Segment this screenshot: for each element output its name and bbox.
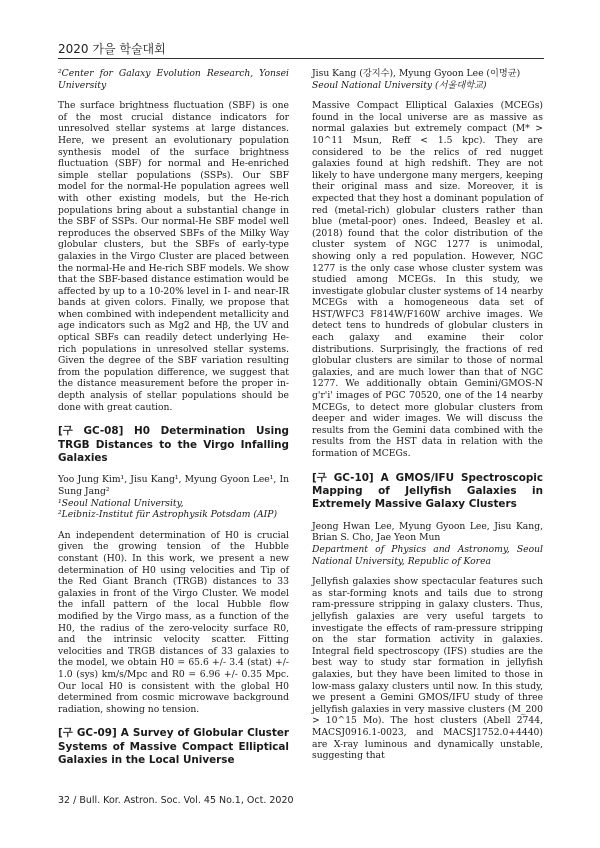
right-column [312,68,543,762]
affiliation-gc10: Department of Physics and Astronomy, Seoul National University, Republic of Korea [312,544,543,567]
affiliation-gc08-1: ¹Seoul National University, [58,497,184,509]
section-title-gc10: [구 GC-10] A GMOS/IFU Spectroscopic Mapping of Jellyfish Galaxies in Extremely Massive Galaxy Clusters [312,471,543,511]
page-footer: 32 / Bull. Kor. Astron. Soc. Vol. 45 No.1, Oct. 2020 [58,795,294,806]
left-column [58,68,289,768]
affiliation-gc08-2: ²Leibniz-Institut für Astrophysik Potsdam (AIP) [58,509,278,521]
abstract-sbf: The surface brightness fluctuation (SBF) is one of the most crucial distance indicators for unresolved stellar systems at large distances. Here, we present an evolutionary population synthesis model of the surface brightness fluctuation (SBF) for normal and He-enriched simple stellar populations (SSPs). Our SBF model for the normal-He population agrees well with other existing models, but the He-rich populations bring about a substantial change in the SBF of SSPs. Our normal-He SBF model well reproduces the observed SBFs of the Milky Way globular clusters, but the SBFs of early-type galaxies in the Virgo Cluster are placed between the normal-He and He-rich SBF models. We show that the SBF-based distance estimation would be affected by up to a 10-20% level in I- and near-IR bands at given colors. Finally, we propose that when combined with independent metallicity and age indicators such as Mg2 and Hβ, the UV and optical SBFs can readily detect underlying He-rich populations in unresolved stellar systems. Given the degree of the SBF variation resulting from the population difference, we suggest that the distance measurement before the proper in-depth analysis of stellar populations should be done with great caution. [58,100,289,413]
abstract-gc09: Massive Compact Elliptical Galaxies (MCEGs) found in the local universe are as massive as normal galaxies but extremely compact (M* > 10^11 Msun, Reff < 1.5 kpc). They are considered to be the relics of red nugget galaxies found at high redshift. They are not likely to have undergone many mergers, keeping their original mass and size. Moreover, it is expected that they host a dominant population of red (metal-rich) globular clusters rather than blue (metal-poor) ones. Indeed, Beasley et al. (2018) found that the color distribution of the cluster system of NGC 1277 is unimodal, showing only a red population. However, NGC 1277 is the only case whose cluster system was studied among MCEGs. In this study, we investigate globular cluster systems of 14 nearby MCEGs with a homogeneous data set of HST/WFC3 F814W/F160W archive images. We detect tens to hundreds of globular clusters in each galaxy and examine their color distributions. Surprisingly, the fractions of red globular clusters are similar to those of normal galaxies, and are much lower than that of NGC 1277. We additionally obtain Gemini/GMOS-N g'r'i' images of PGC 70520, one of the 14 nearby MCEGs, to detect more globular clusters from deeper and wider images. We will discuss the results from the Gemini data combined with the results from the HST data in relation with the formation of MCEGs. [312,100,543,459]
section-title-gc09: [구 GC-09] A Survey of Globular Cluster Systems of Massive Compact Elliptical Galaxies in the Local Universe [58,727,289,767]
abstract-gc10: Jellyfish galaxies show spectacular features such as star-forming knots and tails due to strong ram-pressure stripping in galaxy clusters. Thus, jellyfish galaxies are very useful targets to investigate the effects of ram-pressure stripping on the star formation activity in galaxies. Integral field spectroscopy (IFS) studies are the best way to study star formation in jellyfish galaxies, but they have been limited to those in low-mass galaxy clusters until now. In this study, we present a Gemini GMOS/IFU study of three jellyfish galaxies in very massive clusters (M_200 > 10^15 Mo). The host clusters (Abell 2744, MACSJ0916.1-0023, and MACSJ1752.0+4440) are X-ray luminous and dynamically unstable, suggesting that [312,576,543,762]
abstract-gc08: An independent determination of H0 is crucial given the growing tension of the Hubble constant (H0). In this work, we present a new determination of H0 using velocities and Tip of the Red Giant Branch (TRGB) distances to 33 galaxies in front of the Virgo Cluster. We model the infall pattern of the local Hubble flow modified by the Virgo mass, as a function of the H0, the radius of the zero-velocity surface R0, and the intrinsic velocity scatter. Fitting velocities and TRGB distances of 33 galaxies to the model, we obtain H0 = 65.6 +/- 3.4 (stat) +/- 1.0 (sys) km/s/Mpc and R0 = 6.96 +/- 0.35 Mpc. Our local H0 is consistent with the global H0 determined from cosmic microwave background radiation, showing no tension. [58,529,289,715]
authors-gc09: Jisu Kang (강지수), Myung Gyoon Lee (이명균) [312,68,521,79]
page-header-title: 2020 가을 학술대회 [58,42,166,56]
affiliation-gc09: Seoul National University (서울대학교) [312,79,487,91]
section-title-gc08: [구 GC-08] H0 Determination Using TRGB Distances to the Virgo Infalling Galaxies [58,425,289,465]
authors-gc08: Yoo Jung Kim¹, Jisu Kang¹, Myung Gyoon Lee¹, In Sung Jang² [58,474,289,498]
header-rule [58,58,544,59]
authors-gc10: Jeong Hwan Lee, Myung Gyoon Lee, Jisu Kang, Brian S. Cho, Jae Yeon Mun [312,520,543,544]
affiliation-top: ²Center for Galaxy Evolution Research, Yonsei University [58,68,289,91]
